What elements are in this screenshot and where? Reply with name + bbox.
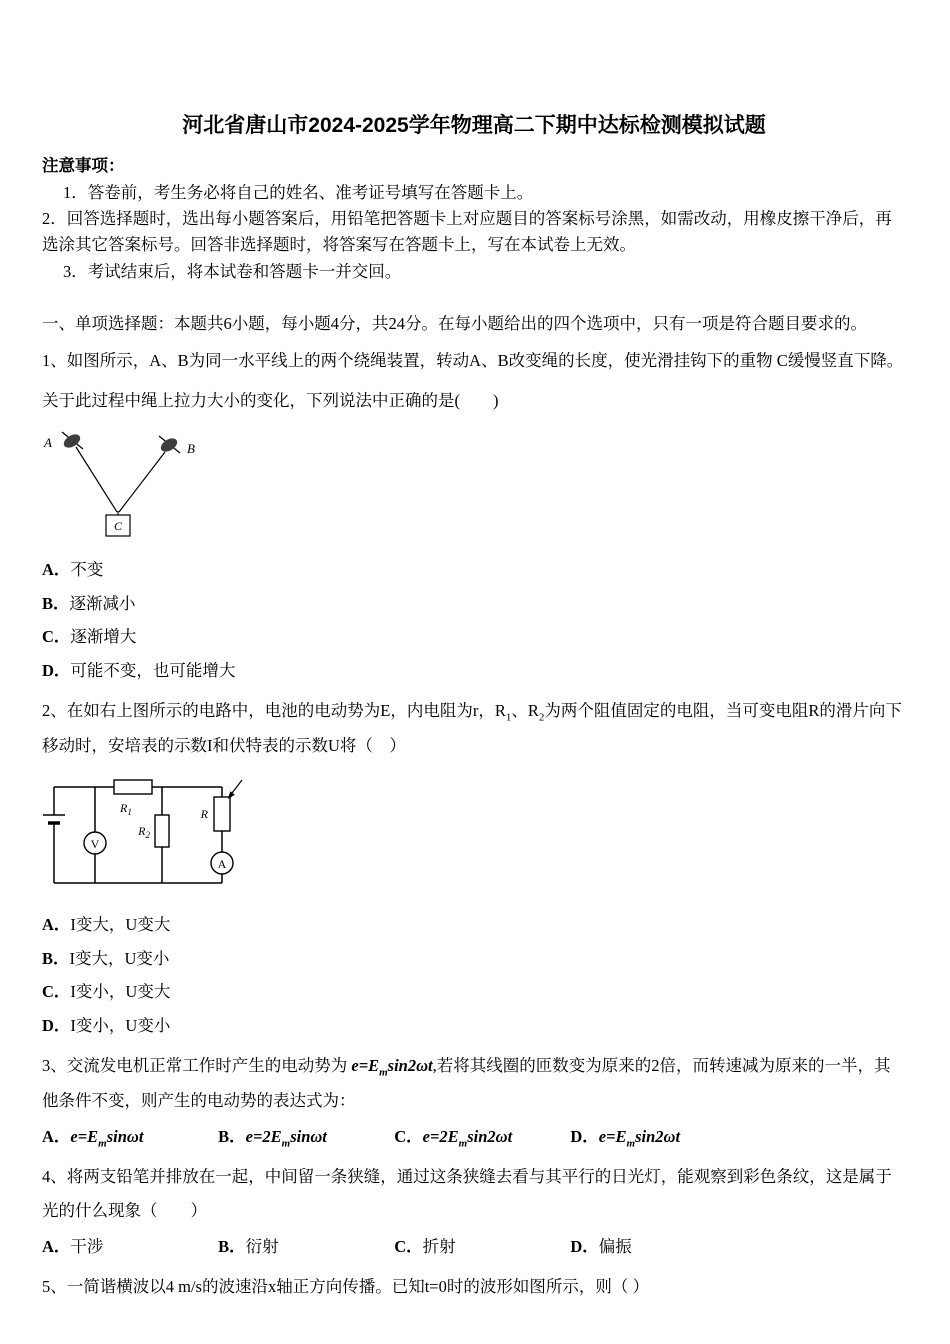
option-label: C．: [42, 982, 71, 1002]
question-2: [42, 694, 906, 1043]
option-formula: [70, 1126, 144, 1149]
subscript: m: [458, 1136, 468, 1149]
subscript: 1: [505, 711, 512, 724]
rheostat-label: R: [200, 806, 208, 821]
option-text: 干涉: [70, 1237, 104, 1257]
option-label: C．: [394, 1237, 423, 1257]
option-label: A．: [42, 914, 71, 934]
subscript: m: [626, 1136, 636, 1149]
option-label: B．: [218, 1237, 246, 1257]
pulley-a-label: A: [44, 434, 52, 450]
question-2-options: [42, 908, 906, 1043]
option-text: 逐渐减小: [69, 593, 136, 613]
option-label: A．: [42, 1126, 71, 1146]
question-3-option-b: [218, 1120, 390, 1155]
question-1-stem-line-1: 1、如图所示，A、B为同一水平线上的两个绕绳装置，转动A、B改变绳的长度，使光滑挂钩下的重物 C缓慢竖直下降。: [42, 351, 904, 371]
question-5-stem: 5、一简谐横波以4 m/s的波速沿x轴正方向传播。已知t=0时的波形如图所示，则（ ）: [42, 1276, 649, 1296]
question-3-option-c: [394, 1120, 566, 1155]
resistor-r1-label: [119, 801, 132, 817]
resistor-r2-label-base: R: [138, 823, 146, 838]
option-text: I变大，U变小: [69, 948, 170, 968]
formula-post: sin2ωt: [467, 1126, 513, 1146]
rope-left: [76, 447, 117, 512]
rheostat: [214, 797, 230, 831]
option-text: I变小，U变小: [70, 1016, 171, 1036]
question-1-stem-line-2: 关于此过程中绳上拉力大小的变化，下列说法中正确的是( ): [42, 391, 499, 411]
option-label: D．: [42, 661, 71, 681]
option-label: D．: [42, 1016, 71, 1036]
section-1-heading: 一、单项选择题：本题共6小题，每小题4分，共24分。在每小题给出的四个选项中，只有一项是符合题目要求的。: [42, 314, 867, 334]
formula-pre: e=2E: [422, 1126, 459, 1146]
option-label: D．: [570, 1237, 599, 1257]
resistor-r1-label-base: R: [120, 800, 128, 815]
option-formula: [422, 1126, 513, 1149]
question-2-stem-text: 2、在如右上图所示的电路中，电池的电动势为E，内电阻为r，R: [42, 701, 506, 721]
subscript: 2: [538, 711, 545, 724]
emf-formula: [351, 1055, 433, 1079]
formula-pre: e=2E: [245, 1126, 282, 1146]
voltmeter-label: V: [90, 836, 100, 851]
subscript: m: [379, 1066, 388, 1079]
option-label: D．: [570, 1126, 599, 1146]
notice-item-1: 1．答卷前，考生务必将自己的姓名、准考证号填写在答题卡上。: [63, 182, 534, 202]
question-1: [42, 344, 906, 688]
question-1-option-b: [42, 587, 906, 621]
rheostat-arrowhead: [228, 791, 235, 799]
option-text: 衍射: [245, 1237, 279, 1257]
question-1-option-d: [42, 654, 906, 688]
question-2-stem-text: 为两个阻值固定的电阻，当可变电阻R的滑片向下移动时，安培表的示数I和伏特表的示数U将（ ）: [42, 701, 902, 755]
option-formula: [598, 1126, 681, 1149]
question-3-stem-text: 3、交流发电机正常工作时产生的电动势为: [42, 1055, 352, 1075]
option-label: B．: [42, 948, 70, 968]
option-label: C．: [42, 627, 71, 647]
notice-item-2: 2．回答选择题时，选出每小题答案后，用铅笔把答题卡上对应题目的答案标号涂黑，如需改动，用橡皮擦干净后，再选涂其它答案标号。回答非选择题时，将答案写在答题卡上，写在本试卷上无效。: [42, 209, 892, 255]
notice-section: [42, 153, 906, 284]
formula-post: sin2ωt: [635, 1126, 681, 1146]
question-5: [42, 1270, 906, 1304]
question-2-option-c: [42, 975, 906, 1009]
question-4-option-a: [42, 1230, 214, 1264]
question-4-options: [42, 1230, 906, 1264]
question-1-options: [42, 553, 906, 688]
document-title: 河北省唐山市2024-2025学年物理高二下期中达标检测模拟试题: [182, 114, 766, 137]
resistor-r2-label: [137, 824, 150, 840]
formula-pre: e=E: [351, 1055, 380, 1075]
ammeter-label: A: [217, 856, 227, 871]
option-text: 逐渐增大: [70, 627, 137, 647]
question-2-stem-text: 、R: [511, 701, 539, 721]
question-3-stem-text: ,若将其线圈的匝数变为原来的2倍，而转速减为原来的一半，其他条件不变，则产生的电动势的表达式为：: [42, 1055, 891, 1110]
question-4-stem: 4、将两支铅笔并排放在一起，中间留一条狭缝，通过这条狭缝去看与其平行的日光灯，能观察到彩色条纹，这是属于光的什么现象（ ）: [42, 1167, 892, 1221]
option-text: 折射: [422, 1237, 456, 1257]
question-3-option-d: [570, 1120, 742, 1155]
circuit-figure-svg: [42, 771, 254, 897]
question-2-option-d: [42, 1009, 906, 1043]
question-4: [42, 1160, 906, 1263]
resistor-r2: [155, 815, 169, 847]
notice-item-3: 3．考试结束后，将本试卷和答题卡一并交回。: [63, 261, 402, 281]
subscript: m: [281, 1136, 291, 1149]
option-label: B．: [42, 593, 70, 613]
formula-post: sinωt: [290, 1126, 327, 1146]
option-formula: [245, 1126, 327, 1149]
pulley-figure: [42, 426, 906, 547]
formula-pre: e=E: [70, 1126, 99, 1146]
formula-pre: e=E: [598, 1126, 627, 1146]
question-2-stem: [42, 694, 906, 763]
weight-box-label: C: [113, 518, 123, 533]
option-text: I变小，U变大: [70, 982, 171, 1002]
question-4-option-d: [570, 1230, 742, 1264]
question-4-option-b: [218, 1230, 390, 1264]
question-3-stem: [42, 1049, 906, 1118]
option-text: 偏振: [598, 1237, 632, 1257]
question-3-option-a: [42, 1120, 214, 1155]
option-label: B．: [218, 1126, 246, 1146]
question-3: [42, 1049, 906, 1155]
question-4-option-c: [394, 1230, 566, 1264]
option-label: A．: [42, 559, 71, 579]
question-2-option-b: [42, 942, 906, 976]
rope-right: [119, 452, 165, 512]
question-2-option-a: [42, 908, 906, 942]
subscript: m: [98, 1136, 107, 1149]
formula-post: sinωt: [106, 1126, 144, 1146]
formula-post: sin2ωt: [387, 1055, 433, 1075]
resistor-r1: [114, 780, 152, 794]
option-label: A．: [42, 1237, 71, 1257]
circuit-figure: [42, 771, 906, 902]
resistor-r2-label-sub: 2: [145, 829, 150, 840]
pulley-b-label: B: [187, 440, 195, 456]
pulley-figure-svg: [42, 426, 212, 542]
option-label: C．: [394, 1126, 423, 1146]
question-1-option-a: [42, 553, 906, 587]
option-text: 不变: [70, 559, 104, 579]
question-1-option-c: [42, 620, 906, 654]
option-text: 可能不变，也可能增大: [70, 661, 236, 681]
resistor-r1-label-sub: 1: [127, 806, 132, 817]
question-3-options: [42, 1120, 906, 1155]
option-text: I变大，U变大: [70, 914, 171, 934]
notice-heading: 注意事项：: [42, 156, 125, 176]
